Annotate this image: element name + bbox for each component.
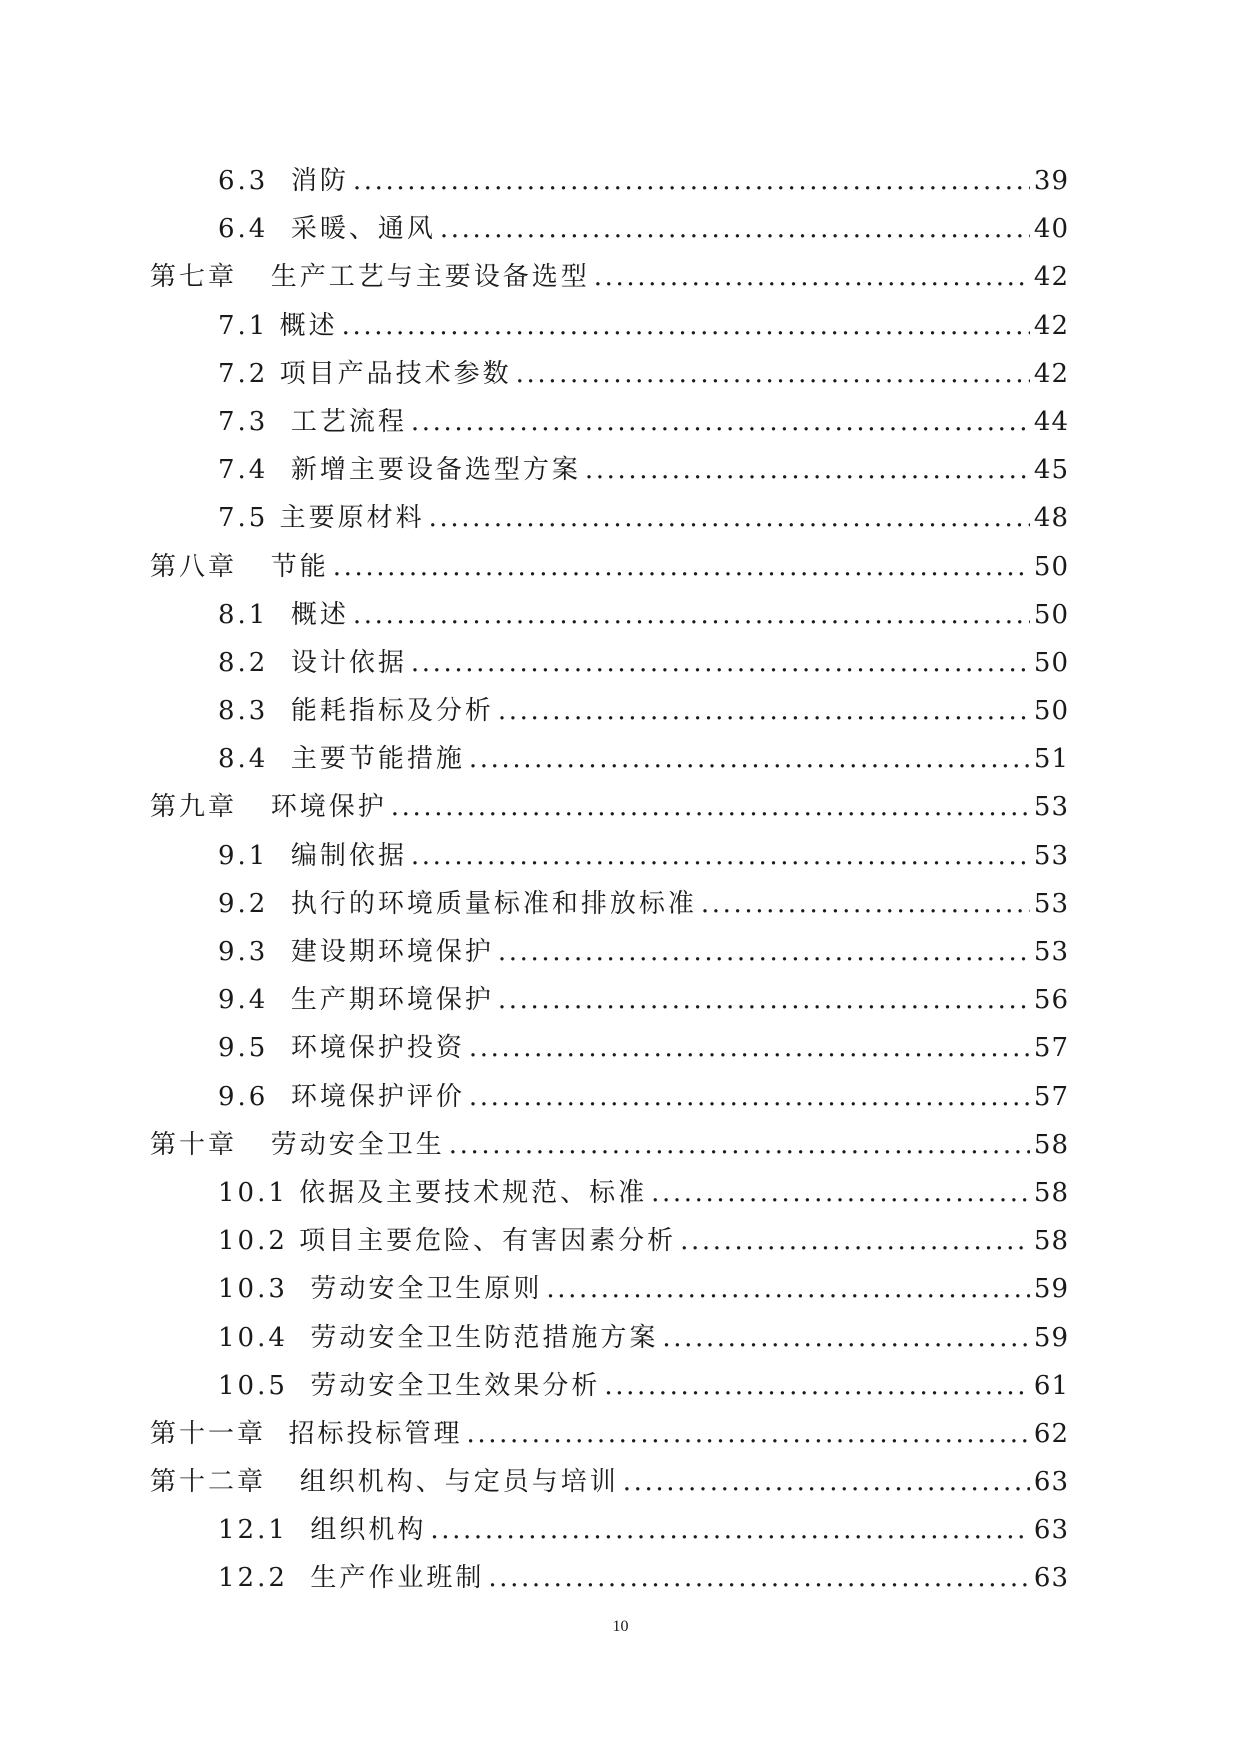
toc-entry-page: 42 — [1033, 310, 1069, 341]
toc-section-entry[interactable] — [0, 1509, 1241, 1557]
toc-dot-leader — [429, 503, 1030, 533]
toc-entry-page: 57 — [1033, 1033, 1069, 1064]
toc-dot-leader — [469, 1033, 1030, 1063]
toc-entry-title: 10.5 劳动安全卫生效果分析 — [218, 1370, 601, 1401]
toc-dot-leader — [467, 1419, 1030, 1449]
toc-entry-page: 53 — [1033, 937, 1069, 967]
toc-section-entry[interactable] — [0, 305, 1241, 353]
toc-entry-title: 7.1 概述 — [218, 310, 338, 341]
toc-section-entry[interactable] — [0, 449, 1241, 497]
toc-section-entry[interactable] — [0, 835, 1241, 883]
toc-dot-leader — [342, 311, 1030, 341]
toc-section-entry[interactable] — [0, 1268, 1241, 1316]
toc-entry-title: 10.4 劳动安全卫生防范措施方案 — [218, 1322, 659, 1353]
toc-entry-title: 7.4 新增主要设备选型方案 — [218, 455, 581, 486]
toc-dot-leader — [449, 1130, 1030, 1160]
toc-entry-page: 56 — [1033, 985, 1069, 1016]
toc-dot-leader — [516, 359, 1030, 389]
toc-entry-title: 10.3 劳动安全卫生原则 — [218, 1274, 543, 1305]
toc-dot-leader — [411, 841, 1030, 871]
toc-entry-title: 7.2 项目产品技术参数 — [218, 358, 512, 389]
toc-entry-title: 8.3 能耗指标及分析 — [218, 696, 494, 727]
toc-chapter-entry[interactable] — [0, 1461, 1241, 1509]
toc-section-entry[interactable] — [0, 1365, 1241, 1413]
toc-entry-page: 53 — [1033, 792, 1069, 823]
toc-entry-page: 59 — [1033, 1274, 1069, 1305]
toc-entry-title: 8.4 主要节能措施 — [218, 744, 465, 775]
toc-dot-leader — [546, 1274, 1029, 1304]
toc-entry-page: 45 — [1033, 455, 1069, 486]
toc-dot-leader — [701, 889, 1030, 919]
toc-dot-leader — [662, 1323, 1029, 1353]
toc-entry-title: 8.2 设计依据 — [218, 647, 407, 678]
toc-entry-page: 58 — [1033, 1177, 1069, 1208]
toc-dot-leader — [391, 792, 1030, 822]
toc-dot-leader — [498, 937, 1030, 967]
toc-entry-page: 63 — [1033, 1563, 1069, 1594]
toc-section-entry[interactable] — [0, 497, 1241, 545]
toc-entry-title: 第八章 节能 — [150, 551, 329, 582]
toc-dot-leader — [440, 214, 1030, 244]
toc-entry-title: 9.5 环境保护投资 — [218, 1033, 465, 1064]
toc-entry-page: 39 — [1033, 166, 1069, 196]
toc-chapter-entry[interactable] — [0, 256, 1241, 304]
toc-entry-title: 6.3 消防 — [218, 166, 349, 196]
toc-entry-title: 第七章 生产工艺与主要设备选型 — [150, 262, 590, 293]
toc-dot-leader — [411, 407, 1030, 437]
toc-entry-page: 50 — [1033, 551, 1069, 582]
toc-entry-title: 9.6 环境保护评价 — [218, 1081, 465, 1112]
toc-section-entry[interactable] — [0, 690, 1241, 738]
toc-entry-page: 53 — [1033, 888, 1069, 919]
toc-section-entry[interactable] — [0, 1172, 1241, 1220]
toc-chapter-entry[interactable] — [0, 786, 1241, 834]
toc-section-entry[interactable] — [0, 1557, 1241, 1605]
toc-entry-page: 42 — [1033, 358, 1069, 389]
toc-section-entry[interactable] — [0, 883, 1241, 931]
toc-entry-page: 58 — [1033, 1129, 1069, 1160]
toc-entry-title: 7.3 工艺流程 — [218, 406, 407, 437]
toc-dot-leader — [411, 648, 1030, 678]
toc-entry-page: 50 — [1033, 696, 1069, 727]
toc-entry-page: 48 — [1033, 503, 1069, 534]
toc-dot-leader — [430, 1515, 1029, 1545]
toc-entry-title: 9.4 生产期环境保护 — [218, 985, 494, 1016]
toc-dot-leader — [353, 600, 1030, 630]
toc-entry-title: 7.5 主要原材料 — [218, 503, 425, 534]
toc-entry-title: 9.3 建设期环境保护 — [218, 937, 494, 967]
toc-entry-title: 12.2 生产作业班制 — [218, 1563, 485, 1594]
toc-chapter-entry[interactable] — [0, 1413, 1241, 1461]
toc-entry-page: 61 — [1033, 1370, 1069, 1401]
toc-section-entry[interactable] — [0, 642, 1241, 690]
toc-dot-leader — [680, 1226, 1030, 1256]
toc-entry-page: 50 — [1033, 599, 1069, 630]
toc-section-entry[interactable] — [0, 1220, 1241, 1268]
toc-section-entry[interactable] — [0, 931, 1241, 979]
toc-entry-title: 9.2 执行的环境质量标准和排放标准 — [218, 888, 697, 919]
toc-entry-title: 9.1 编制依据 — [218, 840, 407, 871]
toc-entry-page: 40 — [1033, 214, 1069, 245]
toc-entry-title: 第九章 环境保护 — [150, 792, 387, 823]
toc-dot-leader — [498, 985, 1030, 1015]
toc-entry-title: 12.1 组织机构 — [218, 1515, 427, 1546]
toc-dot-leader — [469, 1082, 1030, 1112]
toc-entry-page: 63 — [1033, 1467, 1069, 1498]
toc-dot-leader — [651, 1178, 1030, 1208]
toc-dot-leader — [498, 696, 1030, 726]
toc-section-entry[interactable] — [0, 401, 1241, 449]
toc-dot-leader — [604, 1371, 1029, 1401]
toc-entry-page: 63 — [1033, 1515, 1069, 1546]
toc-section-entry[interactable] — [0, 160, 1241, 208]
toc-section-entry[interactable] — [0, 1027, 1241, 1075]
toc-section-entry[interactable] — [0, 208, 1241, 256]
toc-entry-title: 6.4 采暖、通风 — [218, 214, 436, 245]
toc-entry-title: 第十章 劳动安全卫生 — [150, 1129, 445, 1160]
toc-entry-page: 50 — [1033, 647, 1069, 678]
toc-section-entry[interactable] — [0, 979, 1241, 1027]
toc-entry-page: 42 — [1033, 262, 1069, 293]
toc-section-entry[interactable] — [0, 1317, 1241, 1365]
toc-entry-page: 62 — [1033, 1418, 1069, 1449]
toc-dot-leader — [353, 166, 1030, 196]
table-of-contents — [0, 160, 1241, 1606]
page-number: 10 — [612, 1618, 629, 1635]
toc-entry-title: 10.1 依据及主要技术规范、标准 — [218, 1177, 648, 1208]
toc-dot-leader — [623, 1467, 1030, 1497]
toc-section-entry[interactable] — [0, 1076, 1241, 1124]
toc-chapter-entry[interactable] — [0, 546, 1241, 594]
toc-entry-title: 第十一章 招标投标管理 — [150, 1418, 463, 1449]
toc-dot-leader — [333, 552, 1030, 582]
toc-entry-page: 59 — [1033, 1322, 1069, 1353]
toc-dot-leader — [594, 262, 1030, 292]
toc-entry-page: 57 — [1033, 1081, 1069, 1112]
toc-section-entry[interactable] — [0, 594, 1241, 642]
toc-dot-leader — [488, 1563, 1029, 1593]
toc-dot-leader — [585, 455, 1030, 485]
toc-entry-title: 8.1 概述 — [218, 599, 349, 630]
toc-dot-leader — [469, 744, 1030, 774]
toc-chapter-entry[interactable] — [0, 1124, 1241, 1172]
toc-section-entry[interactable] — [0, 353, 1241, 401]
toc-entry-title: 10.2 项目主要危险、有害因素分析 — [218, 1226, 677, 1257]
toc-entry-title: 第十二章 组织机构、与定员与培训 — [150, 1467, 619, 1498]
toc-entry-page: 53 — [1033, 840, 1069, 871]
toc-entry-page: 44 — [1033, 406, 1069, 437]
toc-section-entry[interactable] — [0, 738, 1241, 786]
toc-entry-page: 51 — [1033, 744, 1069, 775]
toc-entry-page: 58 — [1033, 1226, 1069, 1257]
